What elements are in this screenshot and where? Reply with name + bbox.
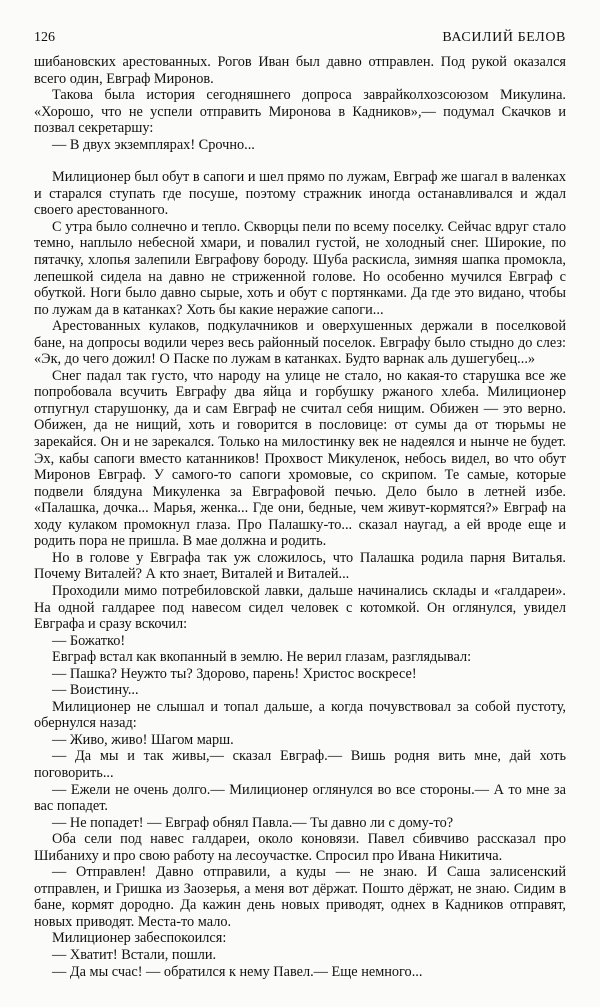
paragraph: — Воистину...	[52, 682, 139, 699]
paragraph: Такова была история сегодняшнего допроса завpайколхозсоюзом Микулина. «Хорошо, что не успели отправить Миронова в Кадников»,— подумал Скачков и позвал секретаршу:	[34, 87, 566, 137]
paragraph: С утра было солнечно и тепло. Скворцы пели по всему поселку. Сейчас вдруг стало темно, наплыло небесной хмари, и повалил густой, не холодный снег. Широкие, по пятачку, хлопья залепили Евграфову бороду. Шуба раскисла, зимняя шапка промокла, лепешкой сидела на давно не стриженной голове. Но особенно мучился Евграф с обуткой. Ноги было давно сырые, хоть и обут с портянками. Да где это видано, чтобы по лужам да в катанках? Хоть бы какие неражие сапоги...	[34, 218, 566, 318]
page-header	[34, 30, 566, 54]
paragraph: Милиционер не слышал и топал дальше, а когда почувствовал за собой пустоту, обернулся назад:	[34, 698, 566, 732]
paragraph: Но в голове у Евграфа так уж сложилось, что Палашка родила парня Виталья. Почему Виталей? А кто знает, Виталей и Виталей...	[34, 549, 566, 583]
paragraph: — Божатко!	[52, 632, 126, 649]
paragraph: — Пашка? Неужто ты? Здорово, парень! Христос воскресе!	[52, 665, 417, 682]
paragraph: — Хватит! Встали, пошли.	[52, 946, 217, 963]
paragraph: — Да мы и так живы,— сказал Евграф.— Вишь родня вить мне, дай хоть поговорить...	[34, 748, 566, 781]
paragraph: Милиционер был обут в сапоги и шел прямо по лужам, Евграф же шагал в валенках и старался ступать где посуше, поэтому стражник иногда останавливался и ждал своего арестованного.	[34, 169, 566, 219]
paragraph: — Да мы счас! — обратился к нему Павел.— Еще немного...	[52, 963, 423, 980]
paragraph: — Живо, живо! Шагом марш.	[52, 731, 234, 748]
paragraph: — В двух экземплярах! Срочно...	[52, 136, 255, 153]
paragraph: — Ежели не очень долго.— Милиционер оглянулся во все стороны.— А то мне за вас попадет.	[34, 781, 566, 815]
paragraph: шибановских арестованных. Рогов Иван был давно отправлен. Под рукой оказался всего один, Евграф Миронов.	[34, 54, 566, 87]
paragraph: — Отправлен! Давно отправили, а куды — не знаю. И Саша залисенский отправлен, и Гришка из Заозерья, а меня вот дёржат. Пошто дёржат, не знаю. Сидим в бане, кормят дородно. Да кажин день новых приводят, однех в Кадников отправят, новых приводят. Места-то мало.	[34, 864, 566, 930]
paragraph: — Не попадет! — Евграф обнял Павла.— Ты давно ли с дому-то?	[52, 814, 454, 831]
running-title: ВАСИЛИЙ БЕЛОВ	[442, 30, 566, 45]
paragraph: Проходили мимо потребиловской лавки, дальше начинались склады и «галдареи». На одной галдарее под навесом сидел человек с котомкой. Он оглянулся, увидел Евграфа и сразу вскочил:	[34, 582, 566, 633]
body-text	[34, 54, 566, 980]
paragraph: Оба сели под навес галдареи, около коновязи. Павел сбивчиво рассказал про Шибаниху и про свою работу на лесоучастке. Спросил про Ивана Никитича.	[34, 831, 566, 864]
paragraph: Милиционер забеспокоился:	[52, 930, 227, 947]
page-number: 126	[34, 30, 55, 45]
paragraph: Евграф встал как вкопанный в землю. Не верил глазам, разглядывал:	[52, 649, 472, 666]
paragraph: Снег падал так густо, что народу на улице не стало, но какая-то старушка все же попробовала всучить Евграфу два яйца и горбушку ржаного хлеба. Милиционер отпугнул старушонку, да и сам Евграф не считал себя нищим. Обижен — это верно. Обижен, да не нищий, хоть и говорится в пословице: от сумы да от тюрьмы не зарекайся. Он и не зарекался. Только на милостинку век не надеялся и нынче не будет. Эх, кабы сапоги вместо катанников! Прохвост Микуленок, небось видел, во что обут Миронов Евграф. У самого-то сапоги хромовые, со скрипом. Те самые, которые подвели блядуна Микуленка за Евграфовой печью. Дело было в летней избе. «Палашка, дочка... Марья, женка... Где они, бедные, чем живут-кормятся?» Евграф на ходу кулаком промокнул глаза. Про Палашку-то... сказал наугад, а ей вроде еще и родить пора не пришла. В мае должна и родить.	[34, 367, 566, 550]
paragraph: Арестованных кулаков, подкулачников и оверхушенных держали в поселковой бане, на допросы водили через весь районный поселок. Евграфу было стыдно до слез: «Эк, до чего дожил! О Паске по лужам в катанках. Будто варнак аль душегубец...»	[34, 318, 566, 368]
